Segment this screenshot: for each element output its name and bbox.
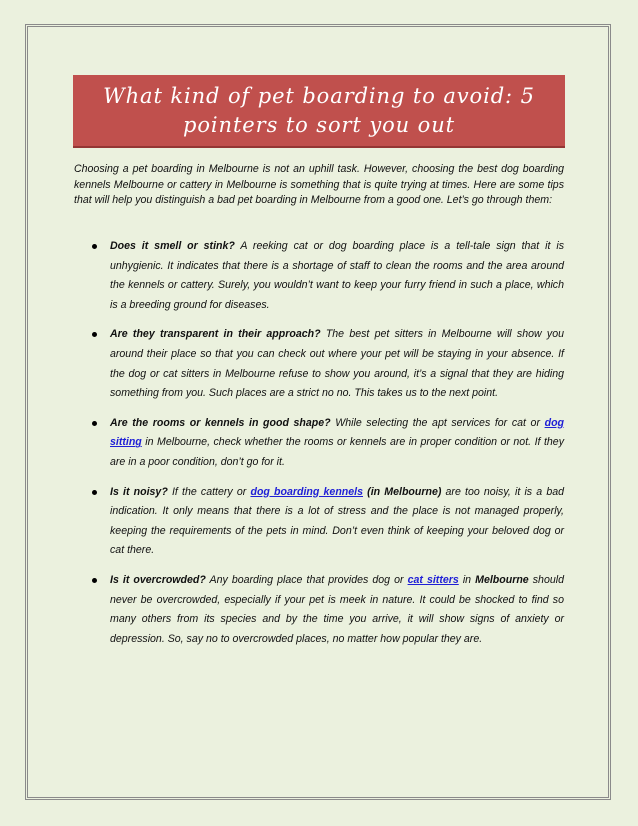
list-item bbox=[90, 237, 564, 315]
tip-question: Is it noisy? bbox=[110, 485, 168, 498]
tip-text: A reeking cat or dog boarding place is a tell-tale sign that it is unhygienic. It indicates that there is a shortage of staff to clean the rooms and the area around the kennels or cattery. Surely, you wouldn’t want to keep your furry friend in such a place, which is a breeding ground for diseases. bbox=[110, 240, 564, 311]
title-banner bbox=[73, 75, 565, 148]
tip-text: should never be overcrowded, especially if your pet is meek in nature. It could be shocked to find so many others from its species and by the time you arrive, it will show signs of anxiety or depression. So, say no to overcrowded places, no matter how popular they are. bbox=[110, 573, 564, 645]
bullet-icon bbox=[92, 578, 97, 583]
dog-sitting-link[interactable]: dog sitting bbox=[110, 416, 565, 449]
intro-paragraph: Choosing a pet boarding in Melbourne is not an uphill task. However, choosing the best dog boarding kennels Melbourne or cattery in Melbourne is something that is quite trying at times. Here are some tips that will help you distinguish a bad pet boarding in Melbourne from a good one. Let’s go through them: bbox=[74, 163, 564, 207]
tips-list bbox=[90, 237, 564, 659]
tip-question: Are they transparent in their approach? bbox=[110, 328, 321, 341]
bullet-icon bbox=[92, 244, 97, 249]
bullet-icon bbox=[92, 421, 97, 426]
tip-text: The best pet sitters in Melbourne will show you around their place so that you can check out where your pet will be staying in your absence. If the dog or cat sitters in Melbourne refuse to show you around, it’s a signal that they are hiding something from you. Such places are a strict no no. This takes us to the next point. bbox=[110, 328, 564, 400]
list-item bbox=[90, 483, 564, 561]
list-item bbox=[90, 414, 564, 473]
bullet-icon bbox=[92, 490, 97, 495]
bullet-icon bbox=[92, 332, 97, 337]
tip-text: While selecting the apt services for cat or bbox=[330, 416, 545, 429]
page-title: What kind of pet boarding to avoid: 5 pointers to sort you out bbox=[103, 83, 535, 137]
dog-boarding-kennels-link[interactable]: dog boarding kennels bbox=[250, 485, 363, 498]
tip-bold-text: (in Melbourne) bbox=[363, 485, 442, 498]
list-item bbox=[90, 571, 564, 649]
tip-question: Does it smell or stink? bbox=[110, 240, 235, 252]
tip-text: are too noisy, it is a bad indication. It only means that there is a lot of stress and the place is not managed properly, keeping the requirements of the pets in mind. Don’t even think of keeping your beloved dog or cat there. bbox=[110, 485, 564, 557]
tip-text: If the cattery or bbox=[167, 485, 251, 498]
tip-text: in Melbourne, check whether the rooms or kennels are in proper condition or not. If they are in a poor condition, don’t go for it. bbox=[110, 436, 564, 468]
list-item bbox=[90, 325, 564, 403]
tip-question: Is it overcrowded? bbox=[110, 573, 206, 586]
cat-sitters-link[interactable]: cat sitters bbox=[407, 573, 459, 586]
tip-question: Are the rooms or kennels in good shape? bbox=[110, 416, 331, 429]
tip-text: in bbox=[458, 573, 476, 586]
tip-text: Any boarding place that provides dog or bbox=[205, 573, 408, 586]
tip-bold-text: Melbourne bbox=[475, 573, 529, 586]
